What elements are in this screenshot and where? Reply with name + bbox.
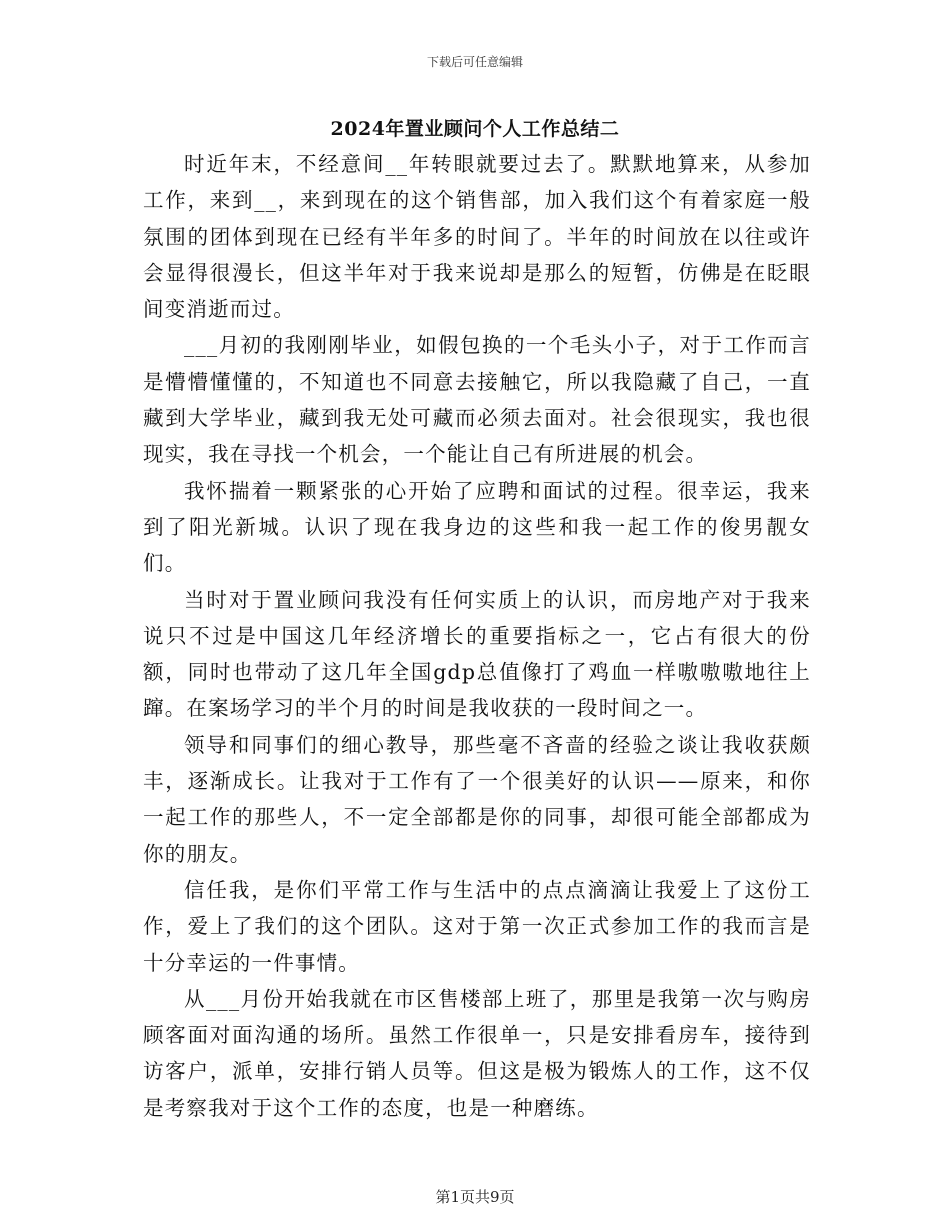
page-header-note: 下载后可任意编辑: [426, 55, 523, 69]
paragraph: 时近年末，不经意间__年转眼就要过去了。默默地算来，从参加工作，来到__，来到现在的这个销售部，加入我们这个有着家庭一般氛围的团体到现在已经有半年多的时间了。半年的时间放在以往或许会显得很漫长，但这半年对于我来说却是那么的短暂，仿佛是在眨眼间变消逝而过。: [143, 152, 811, 322]
paragraph: 领导和同事们的细心教导，那些毫不吝啬的经验之谈让我收获颇丰，逐渐成长。让我对于工作有了一个很美好的认识——原来，和你一起工作的那些人，不一定全部都是你的同事，却很可能全部都成为你的朋友。: [143, 732, 811, 866]
document-body: [143, 146, 811, 1126]
paragraph: 我怀揣着一颗紧张的心开始了应聘和面试的过程。很幸运，我来到了阳光新城。认识了现在我身边的这些和我一起工作的俊男靓女们。: [143, 478, 811, 576]
page-number: 第1页共9页: [435, 1188, 515, 1206]
paragraph: 从___月份开始我就在市区售楼部上班了，那里是我第一次与购房顾客面对面沟通的场所。虽然工作很单一，只是安排看房车，接待到访客户，派单，安排行销人员等。但这是极为锻炼人的工作，这不仅是考察我对于这个工作的态度，也是一种磨练。: [143, 986, 811, 1120]
paragraph: 当时对于置业顾问我没有任何实质上的认识，而房地产对于我来说只不过是中国这几年经济增长的重要指标之一，它占有很大的份额，同时也带动了这几年全国gdp总值像打了鸡血一样嗷嗷嗷地往上蹿。在案场学习的半个月的时间是我收获的一段时间之一。: [143, 587, 811, 721]
paragraph: 信任我，是你们平常工作与生活中的点点滴滴让我爱上了这份工作，爱上了我们的这个团队。这对于第一次正式参加工作的我而言是十分幸运的一件事情。: [143, 877, 811, 975]
paragraph: ___月初的我刚刚毕业，如假包换的一个毛头小子，对于工作而言是懵懵懂懂的，不知道也不同意去接触它，所以我隐藏了自己，一直藏到大学毕业，藏到我无处可藏而必须去面对。社会很现实，我也很现实，我在寻找一个机会，一个能让自己有所进展的机会。: [143, 333, 811, 467]
document-title: 2024年置业顾问个人工作总结二: [330, 118, 620, 140]
